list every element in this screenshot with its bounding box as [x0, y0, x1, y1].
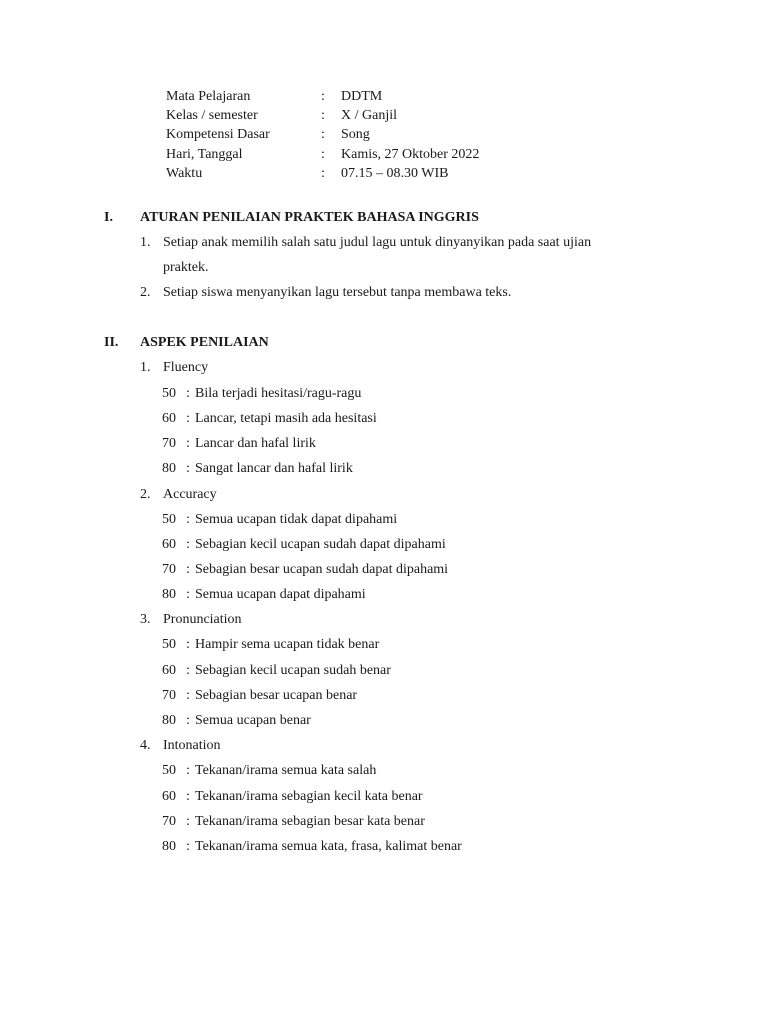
score-value: 60: [162, 411, 176, 426]
section-number: I.: [104, 210, 113, 225]
info-colon: :: [321, 147, 325, 162]
score-value: 50: [162, 386, 176, 401]
score-colon: :: [186, 461, 190, 476]
score-colon: :: [186, 688, 190, 703]
score-value: 60: [162, 537, 176, 552]
score-value: 50: [162, 763, 176, 778]
aspect-name: Fluency: [163, 360, 209, 375]
info-label: Mata Pelajaran: [166, 89, 251, 104]
score-description: Lancar dan hafal lirik: [195, 436, 316, 451]
info-colon: :: [321, 127, 325, 142]
info-value: 07.15 – 08.30 WIB: [341, 166, 449, 181]
info-value: Kamis, 27 Oktober 2022: [341, 147, 480, 162]
score-colon: :: [186, 562, 190, 577]
aspect-number: 1.: [140, 360, 151, 375]
list-text: Setiap anak memilih salah satu judul lagu untuk dinyanyikan pada saat ujian: [163, 235, 592, 250]
score-description: Semua ucapan dapat dipahami: [195, 587, 366, 602]
score-colon: :: [186, 789, 190, 804]
score-colon: :: [186, 587, 190, 602]
info-value: Song: [341, 127, 370, 142]
score-colon: :: [186, 814, 190, 829]
info-label: Hari, Tanggal: [166, 147, 243, 162]
info-colon: :: [321, 89, 325, 104]
score-value: 50: [162, 637, 176, 652]
score-description: Tekanan/irama sebagian besar kata benar: [195, 814, 425, 829]
list-text: praktek.: [163, 260, 209, 275]
score-description: Tekanan/irama semua kata, frasa, kalimat benar: [195, 839, 462, 854]
score-value: 70: [162, 688, 176, 703]
score-description: Hampir sema ucapan tidak benar: [195, 637, 380, 652]
score-colon: :: [186, 663, 190, 678]
aspect-name: Accuracy: [163, 487, 217, 502]
score-colon: :: [186, 763, 190, 778]
score-description: Sangat lancar dan hafal lirik: [195, 461, 353, 476]
score-description: Tekanan/irama semua kata salah: [195, 763, 377, 778]
score-description: Sebagian kecil ucapan sudah benar: [195, 663, 391, 678]
score-colon: :: [186, 512, 190, 527]
score-colon: :: [186, 537, 190, 552]
score-value: 80: [162, 587, 176, 602]
info-label: Kompetensi Dasar: [166, 127, 270, 142]
score-colon: :: [186, 713, 190, 728]
score-value: 60: [162, 663, 176, 678]
section-title: ATURAN PENILAIAN PRAKTEK BAHASA INGGRIS: [140, 210, 479, 225]
info-value: X / Ganjil: [341, 108, 397, 123]
section-title: ASPEK PENILAIAN: [140, 335, 269, 350]
score-description: Semua ucapan benar: [195, 713, 311, 728]
score-description: Semua ucapan tidak dapat dipahami: [195, 512, 398, 527]
score-value: 50: [162, 512, 176, 527]
score-value: 80: [162, 839, 176, 854]
score-value: 70: [162, 562, 176, 577]
score-colon: :: [186, 637, 190, 652]
list-number: 1.: [140, 235, 151, 250]
score-description: Sebagian kecil ucapan sudah dapat dipahami: [195, 537, 446, 552]
info-value: DDTM: [341, 89, 383, 104]
score-description: Sebagian besar ucapan benar: [195, 688, 358, 703]
info-label: Waktu: [166, 166, 203, 181]
score-value: 70: [162, 814, 176, 829]
aspect-number: 2.: [140, 487, 151, 502]
aspect-name: Pronunciation: [163, 612, 242, 627]
score-colon: :: [186, 411, 190, 426]
score-colon: :: [186, 839, 190, 854]
section-number: II.: [104, 335, 119, 350]
score-value: 70: [162, 436, 176, 451]
score-description: Sebagian besar ucapan sudah dapat dipahami: [195, 562, 449, 577]
score-description: Lancar, tetapi masih ada hesitasi: [195, 411, 377, 426]
info-label: Kelas / semester: [166, 108, 258, 123]
score-description: Tekanan/irama sebagian kecil kata benar: [195, 789, 423, 804]
score-description: Bila terjadi hesitasi/ragu-ragu: [195, 386, 362, 401]
score-colon: :: [186, 386, 190, 401]
aspect-number: 3.: [140, 612, 151, 627]
info-colon: :: [321, 108, 325, 123]
score-value: 80: [162, 461, 176, 476]
score-value: 60: [162, 789, 176, 804]
aspect-number: 4.: [140, 738, 151, 753]
aspect-name: Intonation: [163, 738, 221, 753]
score-value: 80: [162, 713, 176, 728]
list-text: Setiap siswa menyanyikan lagu tersebut tanpa membawa teks.: [163, 285, 512, 300]
list-number: 2.: [140, 285, 151, 300]
info-colon: :: [321, 166, 325, 181]
score-colon: :: [186, 436, 190, 451]
